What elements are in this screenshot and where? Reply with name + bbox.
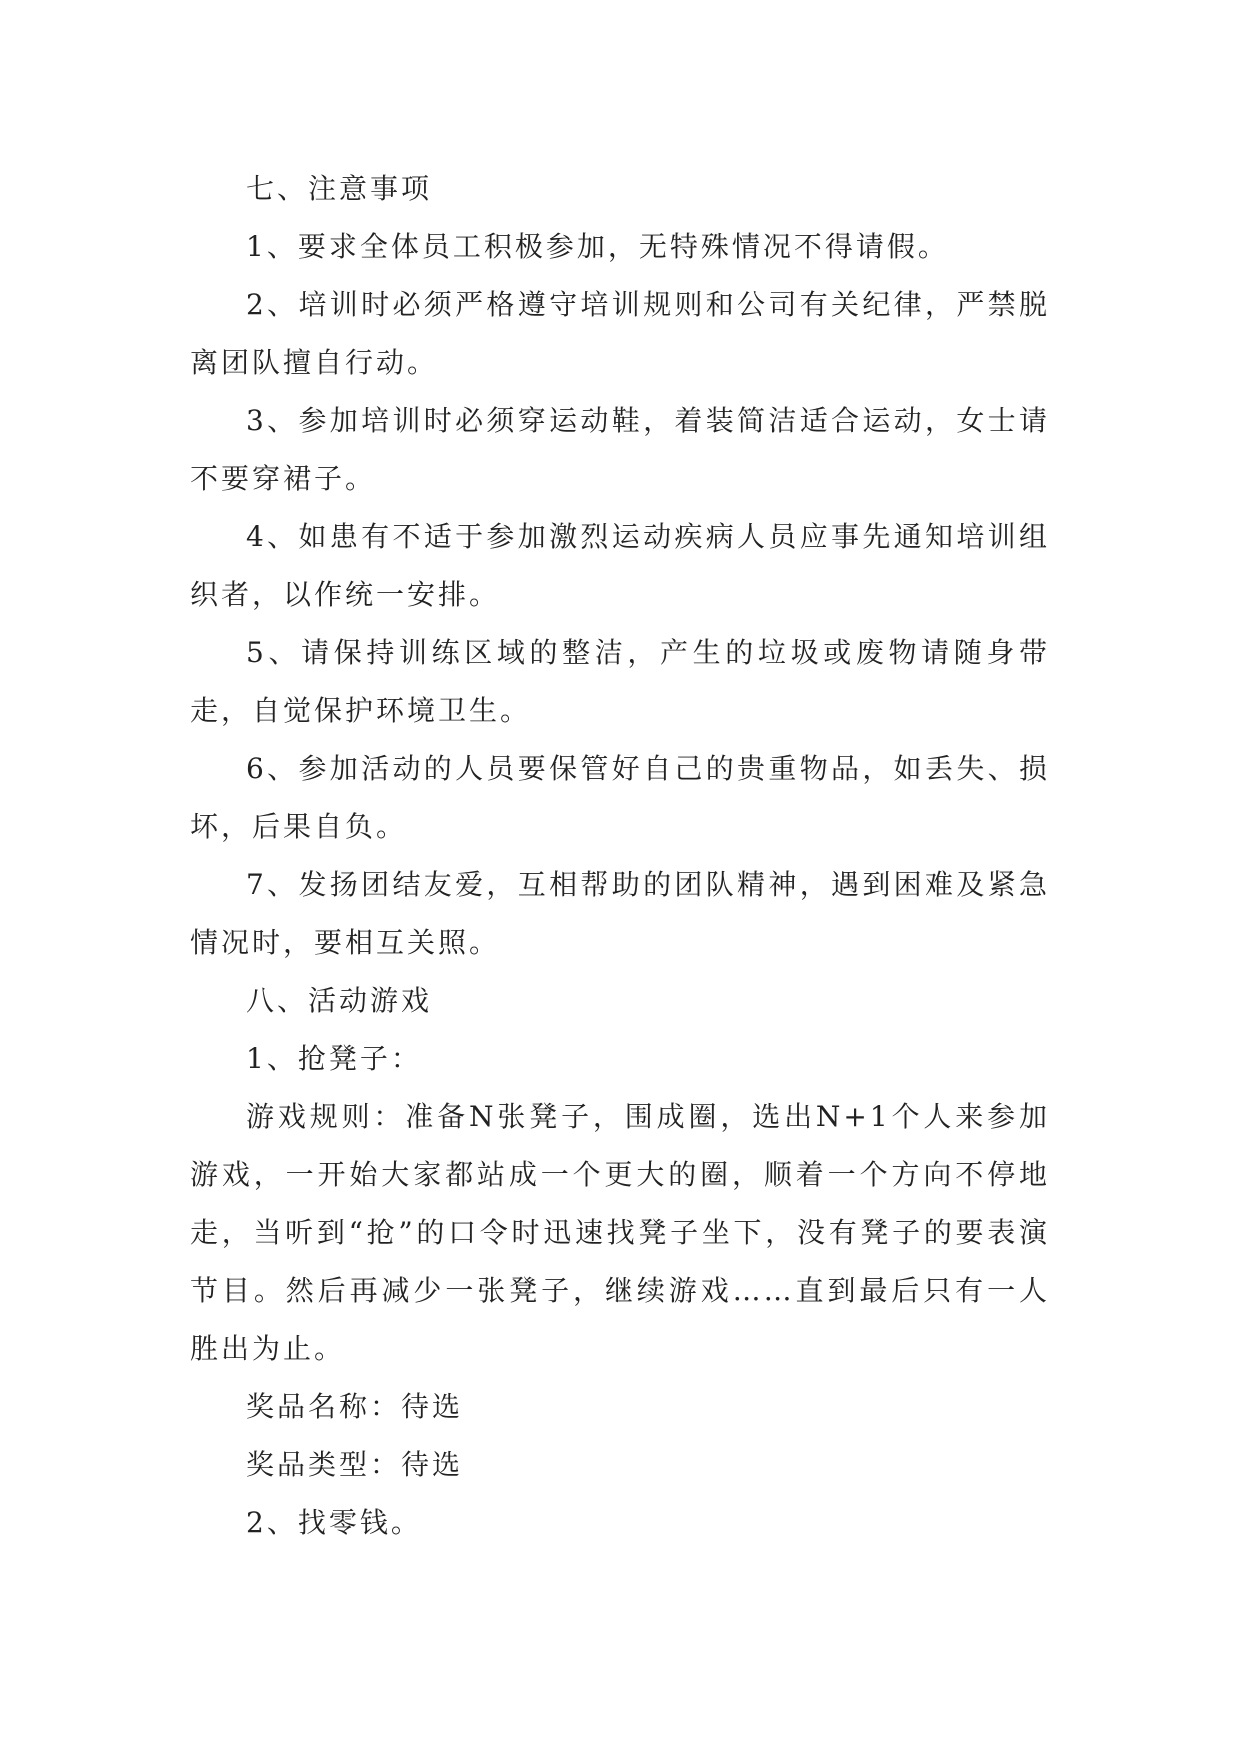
notice-item-7: 7、发扬团结友爱，互相帮助的团队精神，遇到困难及紧急情况时，要相互关照。	[190, 868, 1050, 959]
notice-item-6: 6、参加活动的人员要保管好自己的贵重物品，如丢失、损坏，后果自负。	[190, 752, 1050, 843]
prize-name: 奖品名称：待选	[246, 1390, 464, 1423]
notice-item-2: 2、培训时必须严格遵守培训规则和公司有关纪律，严禁脱离团队擅自行动。	[190, 288, 1050, 379]
prize-type: 奖品类型：待选	[246, 1448, 464, 1481]
document-body	[190, 160, 1050, 1552]
notice-item-5: 5、请保持训练区域的整洁，产生的垃圾或废物请随身带走，自觉保护环境卫生。	[190, 636, 1050, 727]
notice-item-3: 3、参加培训时必须穿运动鞋，着装简洁适合运动，女士请不要穿裙子。	[190, 404, 1050, 495]
notice-item-4: 4、如患有不适于参加激烈运动疾病人员应事先通知培训组织者，以作统一安排。	[190, 520, 1050, 611]
game-title-1: 1、抢凳子：	[246, 1042, 422, 1075]
game-title-2: 2、找零钱。	[246, 1506, 422, 1539]
section-heading-7: 七、注意事项	[246, 172, 433, 205]
game-rules: 游戏规则：准备N张凳子，围成圈，选出N+1个人来参加游戏，一开始大家都站成一个更大的圈，顺着一个方向不停地走，当听到“抢”的口令时迅速找凳子坐下，没有凳子的要表演节目。然后再减少一张凳子，继续游戏……直到最后只有一人胜出为止。	[190, 1100, 1050, 1365]
section-heading-8: 八、活动游戏	[246, 984, 433, 1017]
notice-item-1: 1、要求全体员工积极参加，无特殊情况不得请假。	[246, 230, 949, 263]
